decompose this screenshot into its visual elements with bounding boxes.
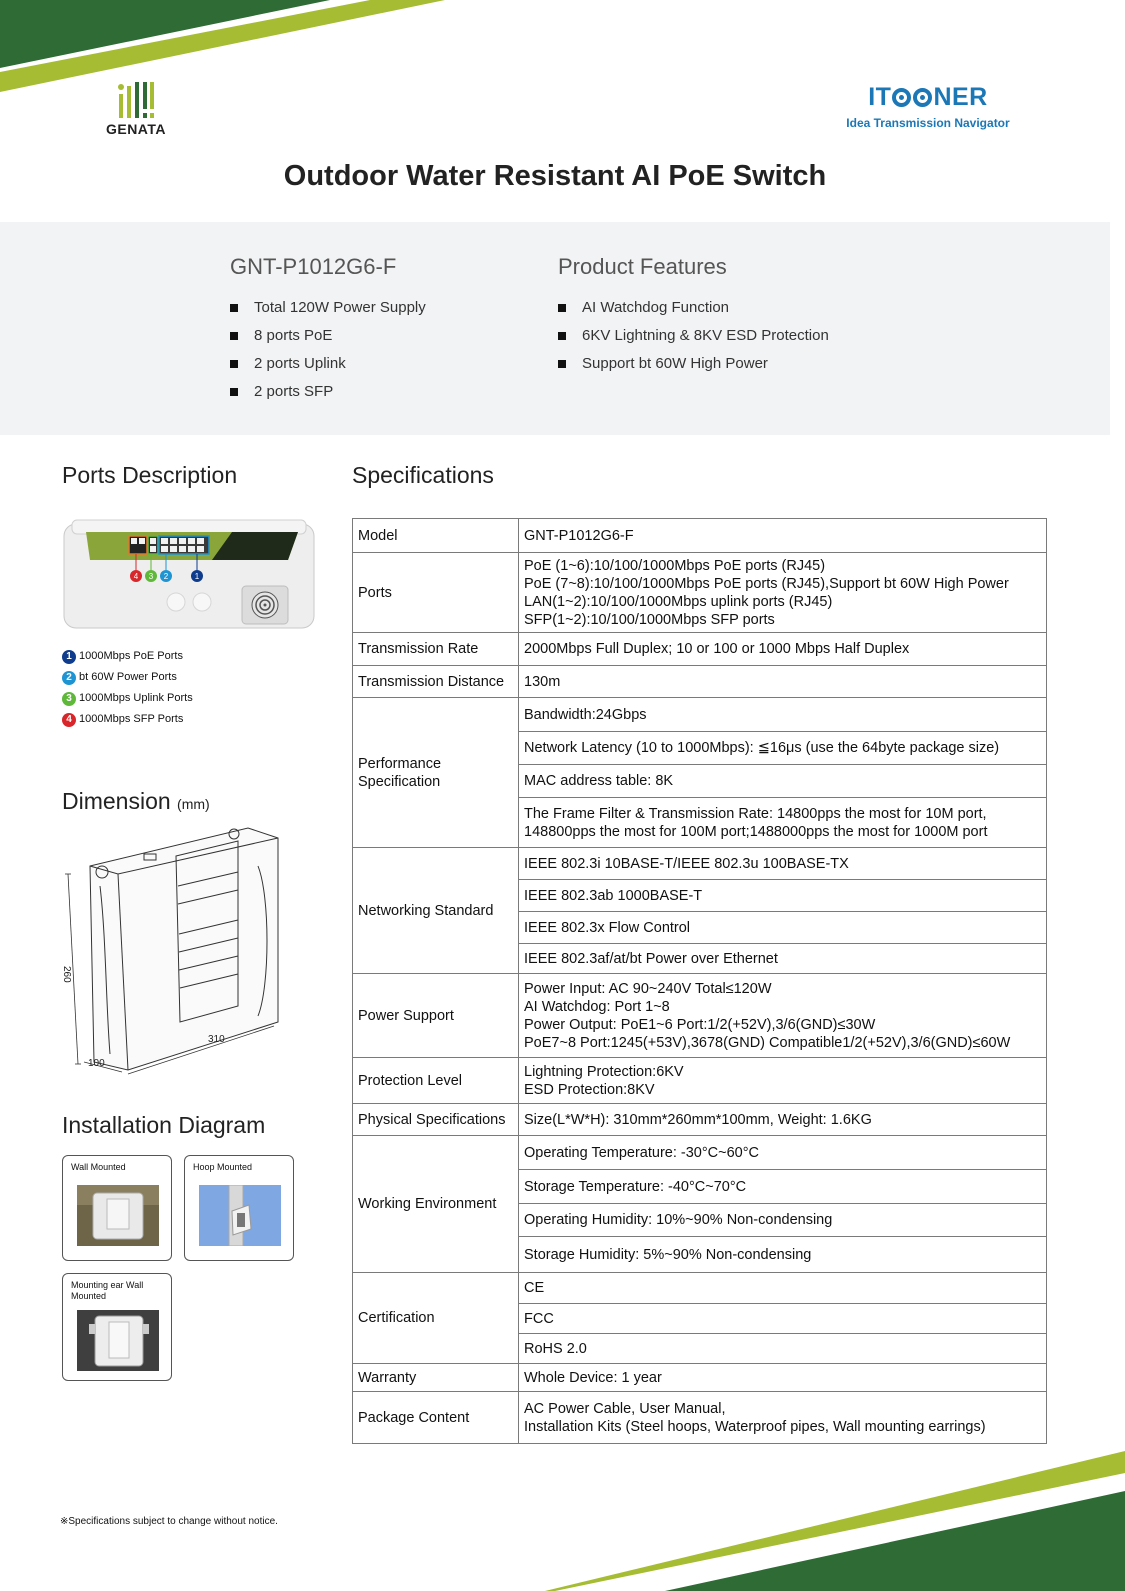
spec-value — [519, 1136, 1047, 1170]
spec-value-line: Power Output: PoE1~6 Port:1/2(+52V),3/6(GND)≤30W — [524, 1016, 876, 1033]
spec-value — [519, 912, 1047, 944]
ports-description-heading: Ports Description — [62, 462, 238, 488]
spec-value — [519, 1334, 1047, 1364]
model-item: 8 ports PoE — [230, 322, 426, 350]
switch-front-image — [62, 518, 318, 632]
spec-value — [519, 1237, 1047, 1273]
spec-value — [519, 848, 1047, 880]
dimension-drawing — [58, 826, 284, 1076]
spec-value-line: IEEE 802.3x Flow Control — [524, 919, 691, 936]
feature-item: Support bt 60W High Power — [558, 350, 829, 378]
spec-value-line: IEEE 802.3ab 1000BASE-T — [524, 887, 703, 904]
spec-key: Power Support — [353, 974, 519, 1058]
ear-wall-mount-image — [77, 1310, 159, 1371]
spec-key: Networking Standard — [353, 848, 519, 974]
spec-value — [519, 1392, 1047, 1444]
spec-value-line: Storage Temperature: -40°C~70°C — [524, 1178, 747, 1195]
spec-value — [519, 633, 1047, 666]
spec-value-line: RoHS 2.0 — [524, 1340, 587, 1357]
svg-text:2: 2 — [163, 572, 169, 581]
spec-value — [519, 1364, 1047, 1392]
spec-value-line: Installation Kits (Steel hoops, Waterproof pipes, Wall mounting earrings) — [524, 1418, 986, 1435]
feature-band — [0, 222, 1110, 435]
spec-value-line: 148800pps the most for 100M port;1488000pps the most for 1000M port — [524, 823, 988, 840]
dimension-unit: (mm) — [177, 796, 210, 812]
spec-value-line: MAC address table: 8K — [524, 773, 674, 789]
spec-value-line: IEEE 802.3i 10BASE-T/IEEE 802.3u 100BASE-TX — [524, 855, 849, 872]
spec-row — [353, 974, 1047, 1058]
spec-row — [353, 1273, 1047, 1304]
product-features — [558, 254, 829, 378]
spec-key: Physical Specifications — [353, 1104, 519, 1136]
footnote: ※Specifications subject to change without notice. — [60, 1516, 278, 1527]
spec-value-line: PoE (1~6):10/100/1000Mbps PoE ports (RJ45) — [524, 557, 826, 574]
install-card-ear-wall — [62, 1273, 172, 1381]
genata-wordmark: GENATA — [105, 121, 167, 137]
spec-value-line: PoE (7~8):10/100/1000Mbps PoE ports (RJ45),Support bt 60W High Power — [524, 575, 1009, 592]
legend-label: bt 60W Power Ports — [79, 671, 177, 683]
install-card-caption: Mounting ear Wall Mounted — [71, 1280, 144, 1301]
spec-value-line: AI Watchdog: Port 1~8 — [524, 998, 670, 1015]
install-card-caption: Hoop Mounted — [193, 1162, 253, 1172]
legend-number: 1 — [62, 650, 76, 664]
spec-value-line: The Frame Filter & Transmission Rate: 14800pps the most for 10M port, — [524, 805, 987, 822]
install-card-caption: Wall Mounted — [71, 1162, 126, 1172]
legend-number: 4 — [62, 713, 76, 727]
spec-value — [519, 1104, 1047, 1136]
legend-number: 3 — [62, 692, 76, 706]
spec-row — [353, 1364, 1047, 1392]
model-heading: GNT-P1012G6-F — [230, 254, 397, 279]
spec-value-line: LAN(1~2):10/100/1000Mbps uplink ports (RJ45) — [524, 593, 833, 610]
spec-value — [519, 974, 1047, 1058]
specifications-table — [352, 518, 1047, 1444]
spec-value-line: Network Latency (10 to 1000Mbps): ≦16μs (use the 64byte package size) — [524, 740, 1000, 756]
spec-key: Transmission Distance — [353, 666, 519, 698]
spec-row — [353, 1058, 1047, 1104]
spec-value — [519, 519, 1047, 553]
spec-value-line: PoE7~8 Port:1245(+53V),3678(GND) Compatible1/2(+52V),3/6(GND)≤60W — [524, 1034, 1011, 1051]
corner-stripe-top — [0, 0, 460, 100]
spec-value — [519, 666, 1047, 698]
spec-value — [519, 765, 1047, 798]
legend-label: 1000Mbps Uplink Ports — [79, 692, 193, 704]
genata-logo — [96, 82, 176, 137]
spec-value-line: Operating Humidity: 10%~90% Non-condensing — [524, 1212, 833, 1228]
spec-key: Model — [353, 519, 519, 553]
itooner-wordmark: IT NER — [868, 83, 988, 111]
dimension-heading: Dimension (mm) — [62, 788, 210, 814]
model-summary — [230, 254, 426, 406]
spec-value — [519, 732, 1047, 765]
spec-value — [519, 1204, 1047, 1237]
hoop-mount-image — [199, 1185, 281, 1246]
spec-value-line: Operating Temperature: -30°C~60°C — [524, 1144, 759, 1161]
spec-value — [519, 1058, 1047, 1104]
spec-value — [519, 944, 1047, 974]
spec-value-line: Lightning Protection:6KV — [524, 1063, 684, 1080]
features-heading: Product Features — [558, 254, 727, 279]
legend-item — [62, 646, 193, 667]
svg-text:1: 1 — [194, 572, 200, 581]
spec-value-line: Storage Humidity: 5%~90% Non-condensing — [524, 1246, 812, 1263]
svg-text:4: 4 — [133, 572, 139, 581]
spec-value — [519, 1273, 1047, 1304]
spec-value-line: 2000Mbps Full Duplex; 10 or 100 or 1000 Mbps Half Duplex — [524, 641, 910, 657]
spec-key: Ports — [353, 553, 519, 633]
spec-row — [353, 666, 1047, 698]
model-item: 2 ports Uplink — [230, 350, 426, 378]
spec-key: Protection Level — [353, 1058, 519, 1104]
spec-value-line: AC Power Cable, User Manual, — [524, 1400, 726, 1417]
spec-value-line: Size(L*W*H): 310mm*260mm*100mm, Weight: 1.6KG — [524, 1111, 872, 1128]
spec-value-line: GNT-P1012G6-F — [524, 527, 634, 544]
legend-item — [62, 688, 193, 709]
itooner-tagline: Idea Transmission Navigator — [846, 116, 1010, 130]
legend-label: 1000Mbps PoE Ports — [79, 650, 183, 662]
feature-item: AI Watchdog Function — [558, 294, 829, 322]
legend-item — [62, 709, 193, 730]
legend-label: 1000Mbps SFP Ports — [79, 713, 184, 725]
spec-row — [353, 519, 1047, 553]
spec-value — [519, 553, 1047, 633]
spec-value-line: ESD Protection:8KV — [524, 1081, 655, 1098]
spec-value — [519, 798, 1047, 848]
spec-value — [519, 1170, 1047, 1204]
spec-value-line: Power Input: AC 90~240V Total≤120W — [524, 980, 772, 997]
spec-key: Performance Specification — [353, 698, 519, 848]
dimension-width-label: 310 — [208, 1034, 225, 1045]
spec-key: Warranty — [353, 1364, 519, 1392]
model-item: 2 ports SFP — [230, 378, 426, 406]
wall-mount-image — [77, 1185, 159, 1246]
legend-number: 2 — [62, 671, 76, 685]
install-card-wall — [62, 1155, 172, 1261]
specifications-heading: Specifications — [352, 462, 494, 488]
spec-value-line: SFP(1~2):10/100/1000Mbps SFP ports — [524, 611, 775, 628]
spec-key: Package Content — [353, 1392, 519, 1444]
dimension-height-label: 260 — [61, 966, 72, 983]
spec-value-line: Whole Device: 1 year — [524, 1369, 662, 1386]
spec-row — [353, 633, 1047, 666]
spec-row — [353, 848, 1047, 880]
itooner-logo — [838, 84, 1018, 130]
spec-value-line: IEEE 802.3af/at/bt Power over Ethernet — [524, 950, 778, 967]
spec-value-line: Bandwidth:24Gbps — [524, 706, 647, 723]
spec-row — [353, 1104, 1047, 1136]
spec-key: Transmission Rate — [353, 633, 519, 666]
spec-row — [353, 553, 1047, 633]
spec-value-line: CE — [524, 1280, 545, 1296]
genata-mark-icon — [117, 82, 155, 118]
model-item: Total 120W Power Supply — [230, 294, 426, 322]
spec-row — [353, 1392, 1047, 1444]
dimension-depth-label: 100 — [88, 1058, 105, 1069]
install-card-hoop — [184, 1155, 294, 1261]
spec-value — [519, 880, 1047, 912]
spec-key: Working Environment — [353, 1136, 519, 1273]
feature-item: 6KV Lightning & 8KV ESD Protection — [558, 322, 829, 350]
spec-value — [519, 698, 1047, 732]
spec-row — [353, 698, 1047, 732]
legend-item — [62, 667, 193, 688]
corner-stripe-bottom — [545, 1451, 1125, 1591]
spec-row — [353, 1136, 1047, 1170]
spec-value — [519, 1304, 1047, 1334]
ports-legend — [62, 646, 193, 730]
installation-heading: Installation Diagram — [62, 1112, 266, 1138]
spec-key: Certification — [353, 1273, 519, 1364]
spec-value-line: FCC — [524, 1310, 554, 1327]
svg-text:3: 3 — [148, 572, 154, 581]
spec-value-line: 130m — [524, 673, 561, 690]
page-title: Outdoor Water Resistant AI PoE Switch — [283, 160, 827, 192]
